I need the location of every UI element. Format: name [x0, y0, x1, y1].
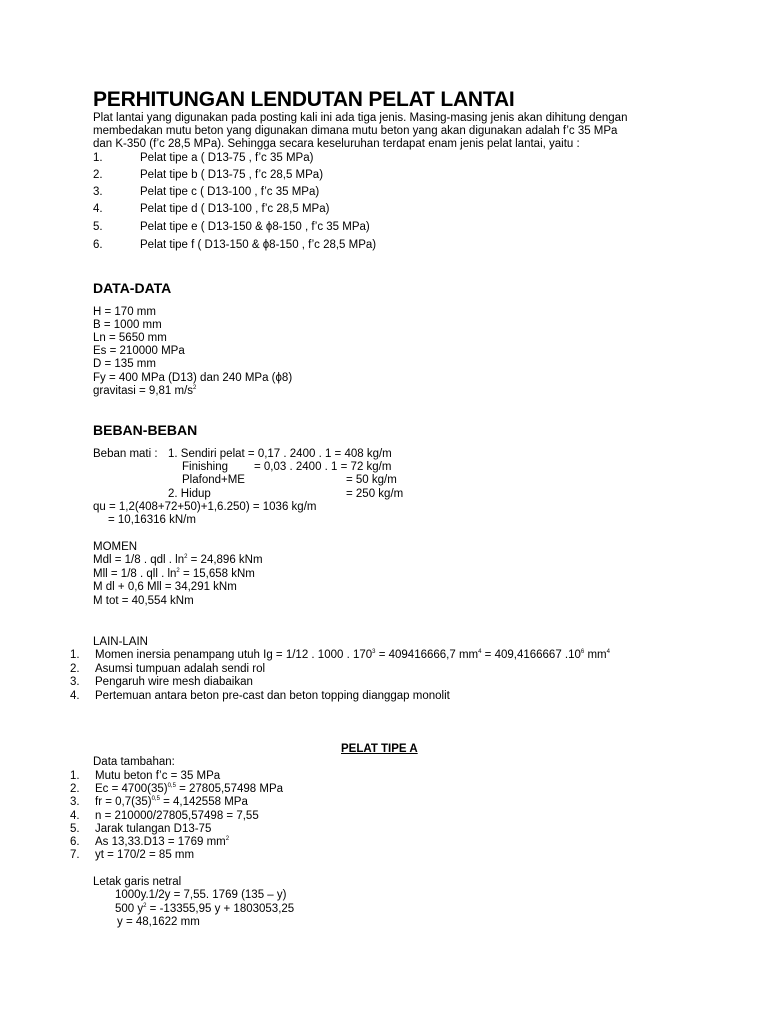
beban-label: Plafond+ME — [182, 474, 245, 486]
list-item-number: 6. — [70, 836, 80, 848]
list-item-number: 3. — [70, 796, 80, 808]
list-item: Pengaruh wire mesh diabaikan — [95, 676, 253, 688]
list-item: n = 210000/27805,57498 = 7,55 — [95, 810, 259, 822]
list-item: yt = 170/2 = 85 mm — [95, 849, 195, 861]
list-item: As 13,33.D13 = 1769 $mm^2$ — [95, 836, 230, 848]
section-heading-beban: BEBAN-BEBAN — [93, 422, 198, 438]
list-item-number: 4. — [70, 810, 80, 822]
list-item: Pertemuan antara beton pre-cast dan beton topping dianggap monolit — [95, 690, 450, 702]
section-heading-data: DATA-DATA — [93, 280, 172, 296]
lain-heading: LAIN-LAIN — [93, 636, 148, 648]
momen-line: M dl + 0,6 Mll = 34,291 kNm — [93, 581, 237, 593]
list-item: Momen inersia penampang utuh Ig = 1/12 . 1000 . $170^3 = 409416666,7$ $mm^4 = 409,4166667$ $.10^6$ $mm^4$ — [95, 649, 610, 661]
list-item: Pelat tipe f ( D13-150 & ϕ8-150 , f’c 28,5 MPa) — [140, 239, 377, 251]
netral-line: 500 $y^2 = -13355,95$ y + 1803053,25 — [115, 903, 295, 915]
momen-line: Mdl = 1/8 . qdl . $\ln^2 = 24,896$ kNm — [93, 554, 263, 566]
list-item: Pelat tipe d ( D13-100 , f’c 28,5 MPa) — [140, 203, 330, 215]
intro-line-3: dan K-350 (f’c 28,5 MPa). Sehingga secara keseluruhan terdapat enam jenis pelat lantai, yaitu : — [93, 138, 580, 150]
intro-line-2: membedakan mutu beton yang digunakan dimana mutu beton yang akan digunakan adalah f’c 35 MPa — [93, 125, 618, 137]
list-item: fr = $0,7(35)^{0,5} = 4,142558$ MPa — [95, 796, 248, 808]
list-item-number: 2. — [70, 783, 80, 795]
beban-row: 1. Sendiri pelat = 0,17 . 2400 . 1 = 408 kg/m — [168, 448, 392, 460]
qu-line: = 10,16316 kN/m — [108, 514, 196, 526]
list-item-number: 2. — [93, 169, 103, 181]
momen-line: Mll = 1/8 . qll . $\ln^2 = 15,658$ kNm — [93, 568, 255, 580]
netral-line: y = 48,1622 mm — [117, 916, 200, 928]
list-item: Asumsi tumpuan adalah sendi rol — [95, 663, 266, 675]
list-item-number: 6. — [93, 239, 103, 251]
qu-line: qu = 1,2(408+72+50)+1,6.250) = 1036 kg/m — [93, 501, 317, 513]
list-item-number: 3. — [70, 676, 80, 688]
list-item-number: 7. — [70, 849, 80, 861]
list-item: Pelat tipe c ( D13-100 , f’c 35 MPa) — [140, 186, 320, 198]
gravity-line: gravitasi = 9,81 $m/s^2$ — [93, 385, 197, 397]
data-line: D = 135 mm — [93, 358, 156, 370]
intro-line-1: Plat lantai yang digunakan pada posting kali ini ada tiga jenis. Masing-masing jenis akan dihitung dengan — [93, 112, 628, 124]
momen-heading: MOMEN — [93, 541, 138, 553]
list-item-number: 1. — [70, 770, 80, 782]
data-line: Ln = 5650 mm — [93, 332, 167, 344]
page-title: PERHITUNGAN LENDUTAN PELAT LANTAI — [93, 88, 515, 111]
beban-value: = 0,03 . 2400 . 1 = 72 kg/m — [254, 461, 392, 473]
beban-label: Finishing — [182, 461, 229, 473]
list-item-number: 4. — [93, 203, 103, 215]
pelat-a-subheading: Data tambahan: — [93, 756, 175, 768]
beban-mati-label: Beban mati : — [93, 448, 158, 460]
list-item: Pelat tipe e ( D13-150 & ϕ8-150 , f’c 35 MPa) — [140, 221, 370, 233]
beban-label: 2. Hidup — [168, 488, 211, 500]
beban-value: = 250 kg/m — [346, 488, 404, 500]
data-line: B = 1000 mm — [93, 319, 162, 331]
list-item: Pelat tipe b ( D13-75 , f’c 28,5 MPa) — [140, 169, 324, 181]
pelat-a-heading: PELAT TIPE A — [341, 743, 418, 755]
data-line: H = 170 mm — [93, 306, 156, 318]
list-item-number: 5. — [70, 823, 80, 835]
list-item-number: 2. — [70, 663, 80, 675]
list-item-number: 1. — [93, 152, 103, 164]
list-item: Jarak tulangan D13-75 — [95, 823, 212, 835]
momen-line: M tot = 40,554 kNm — [93, 595, 194, 607]
data-line: Fy = 400 MPa (D13) dan 240 MPa (ϕ8) — [93, 372, 293, 384]
list-item-number: 5. — [93, 221, 103, 233]
list-item: $Ec = 4700(35)^{0,5} = 27805,57498$ MPa — [95, 783, 284, 795]
beban-value: = 50 kg/m — [346, 474, 397, 486]
netral-line: 1000y.1/2y = 7,55. 1769 (135 – y) — [115, 889, 287, 901]
data-line: Es = 210000 MPa — [93, 345, 185, 357]
list-item-number: 4. — [70, 690, 80, 702]
netral-heading: Letak garis netral — [93, 876, 182, 888]
list-item-number: 1. — [70, 649, 80, 661]
list-item-number: 3. — [93, 186, 103, 198]
list-item: Mutu beton f’c = 35 MPa — [95, 770, 221, 782]
list-item: Pelat tipe a ( D13-75 , f’c 35 MPa) — [140, 152, 314, 164]
